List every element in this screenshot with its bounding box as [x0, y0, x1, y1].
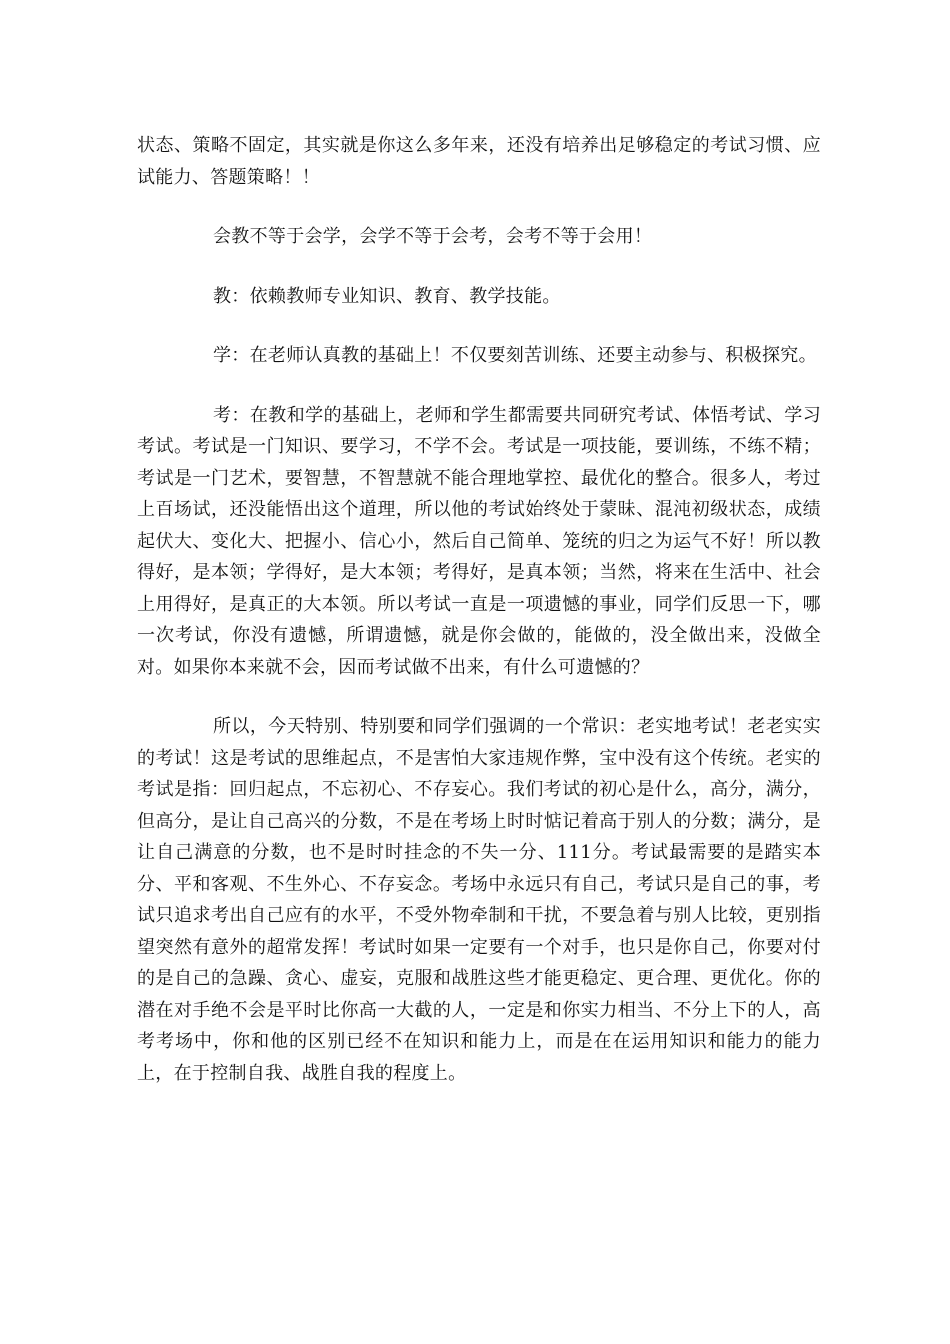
document-page [137, 130, 821, 1089]
paragraph-teach: 教：依赖教师专业知识、教育、教学技能。 [213, 285, 561, 307]
paragraph-exam: 考：在教和学的基础上，老师和学生都需要共同研究考试、体悟考试、学习考试。考试是一门知识、要学习，不学不会。考试是一项技能，要训练，不练不精；考试是一门艺术，要智慧，不智慧就不能合理地掌控、最优化的整合。很多人，考过上百场试，还没能悟出这个道理，所以他的考试始终处于蒙昧、混沌初级状态，成绩起伏大、变化大、把握小、信心小，然后自己简单、笼统的归之为运气不好！所以教得好，是本领；学得好，是大本领；考得好，是真本领；当然，将来在生活中、社会上用得好，是真正的大本领。所以考试一直是一项遗憾的事业，同学们反思一下，哪一次考试，你没有遗憾，所谓遗憾，就是你会做的，能做的，没全做出来，没做全对。如果你本来就不会，因而考试做不出来，有什么可遗憾的？ [137, 404, 821, 678]
paragraph-honest-exam: 所以，今天特别、特别要和同学们强调的一个常识：老实地考试！老老实实的考试！这是考试的思维起点，不是害怕大家违规作弊，宝中没有这个传统。老实的考试是指：回归起点，不忘初心、不存妄心。我们考试的初心是什么，高分，满分，但高分，是让自己高兴的分数，不是在考场上时时惦记着高于别人的分数；满分，是让自己满意的分数，也不是时时挂念的不失一分、111分。考试最需要的是踏实本分、平和客观、不生外心、不存妄念。考场中永远只有自己，考试只是自己的事，考试只追求考出自己应有的水平，不受外物牵制和干扰，不要急着与别人比较，更别指望突然有意外的超常发挥！考试时如果一定要有一个对手，也只是你自己，你要对付的是自己的急躁、贪心、虚妄，克服和战胜这些才能更稳定、更合理、更优化。你的潜在对手绝不会是平时比你高一大截的人，一定是和你实力相当、不分上下的人，高考考场中，你和他的区别已经不在知识和能力上，而是在在运用知识和能力的能力上，在于控制自我、战胜自我的程度上。 [137, 716, 821, 1084]
paragraph-learn: 学：在老师认真教的基础上！不仅要刻苦训练、还要主动参与、积极探究。 [213, 345, 817, 366]
paragraph-motto: 会教不等于会学，会学不等于会考，会考不等于会用！ [213, 226, 653, 247]
paragraph-continuation: 状态、策略不固定，其实就是你这么多年来，还没有培养出足够稳定的考试习惯、应试能力、答题策略！！ [137, 135, 821, 188]
